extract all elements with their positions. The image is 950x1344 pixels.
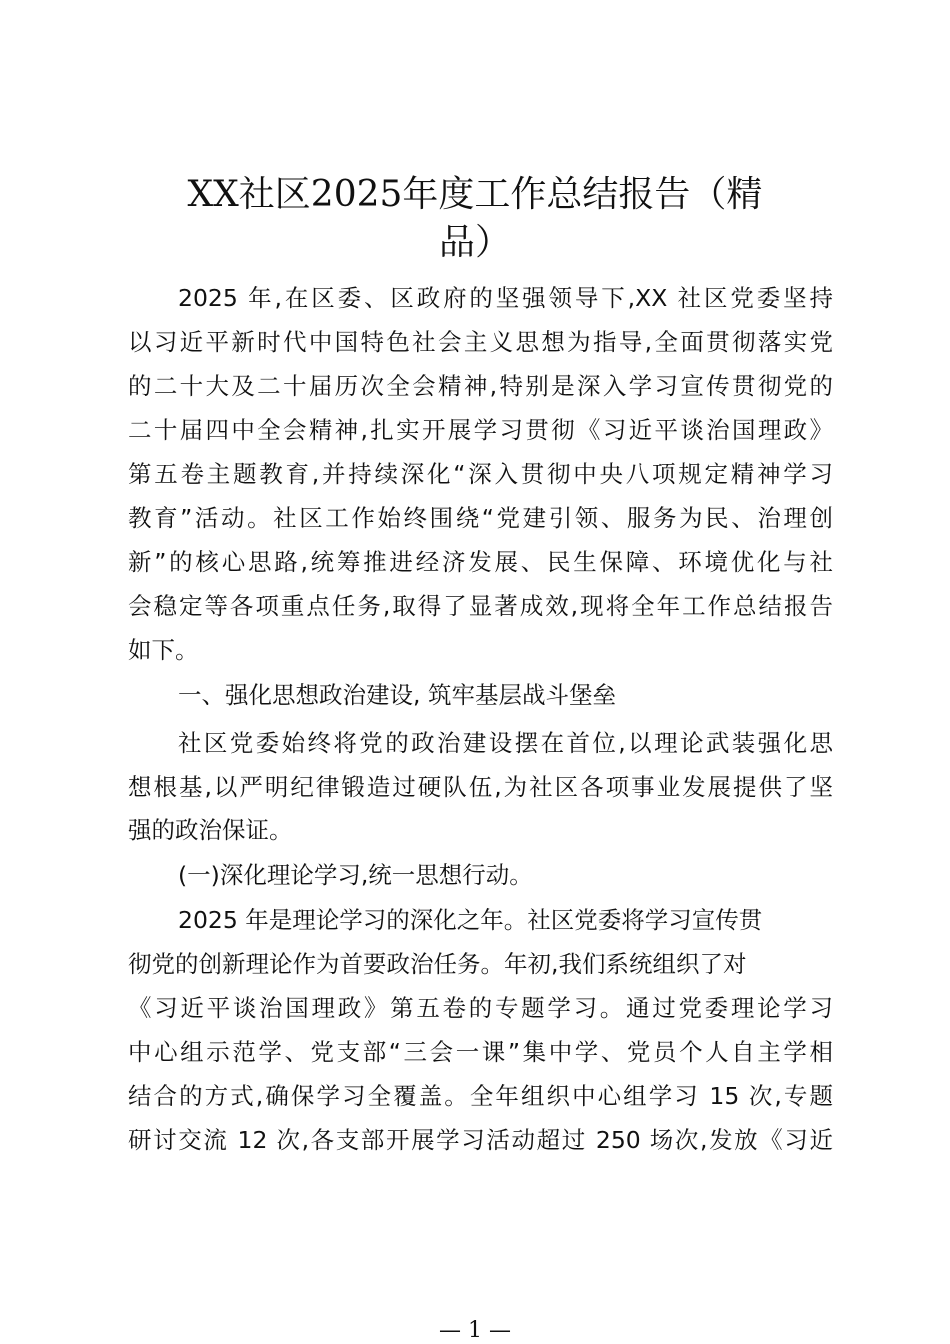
section-heading: 一、强化思想政治建设, 筑牢基层战斗堡垒	[178, 681, 616, 709]
text-line: 新”的核心思路,统筹推进经济发展、民生保障、环境优化与社	[128, 548, 833, 576]
text-line: 中心组示范学、党支部“三会一课”集中学、党员个人自主学相	[128, 1038, 833, 1066]
text-line: 2025 年,在区委、区政府的坚强领导下,XX 社区党委坚持	[178, 284, 833, 312]
text-line: 会稳定等各项重点任务,取得了显著成效,现将全年工作总结报告	[128, 592, 833, 620]
text-line: 以习近平新时代中国特色社会主义思想为指导,全面贯彻落实党	[128, 328, 833, 356]
document-title-line-2: 品）	[438, 222, 511, 263]
subsection-heading: (一)深化理论学习,统一思想行动。	[178, 861, 533, 889]
text-line: 彻党的创新理论作为首要政治任务。年初,我们系统组织了对	[128, 950, 747, 978]
text-line: 研讨交流 12 次,各支部开展学习活动超过 250 场次,发放《习近	[128, 1126, 833, 1154]
text-line: 二十届四中全会精神,扎实开展学习贯彻《习近平谈治国理政》	[128, 416, 833, 444]
text-line: 强的政治保证。	[128, 816, 293, 844]
text-line: 2025 年是理论学习的深化之年。社区党委将学习宣传贯	[178, 906, 763, 934]
text-line: 第五卷主题教育,并持续深化“深入贯彻中央八项规定精神学习	[128, 460, 833, 488]
text-line: 教育”活动。社区工作始终围绕“党建引领、服务为民、治理创	[128, 504, 833, 532]
text-line: 结合的方式,确保学习全覆盖。全年组织中心组学习 15 次,专题	[128, 1082, 833, 1110]
text-line: 《习近平谈治国理政》第五卷的专题学习。通过党委理论学习	[128, 994, 833, 1022]
page-number: — 1 —	[439, 1318, 511, 1343]
text-line: 想根基,以严明纪律锻造过硬队伍,为社区各项事业发展提供了坚	[128, 773, 833, 801]
text-line: 社区党委始终将党的政治建设摆在首位,以理论武装强化思	[178, 729, 833, 757]
document-title-line-1: XX社区2025年度工作总结报告（精	[187, 174, 763, 215]
text-line: 如下。	[128, 636, 199, 664]
text-line: 的二十大及二十届历次全会精神,特别是深入学习宣传贯彻党的	[128, 372, 833, 400]
